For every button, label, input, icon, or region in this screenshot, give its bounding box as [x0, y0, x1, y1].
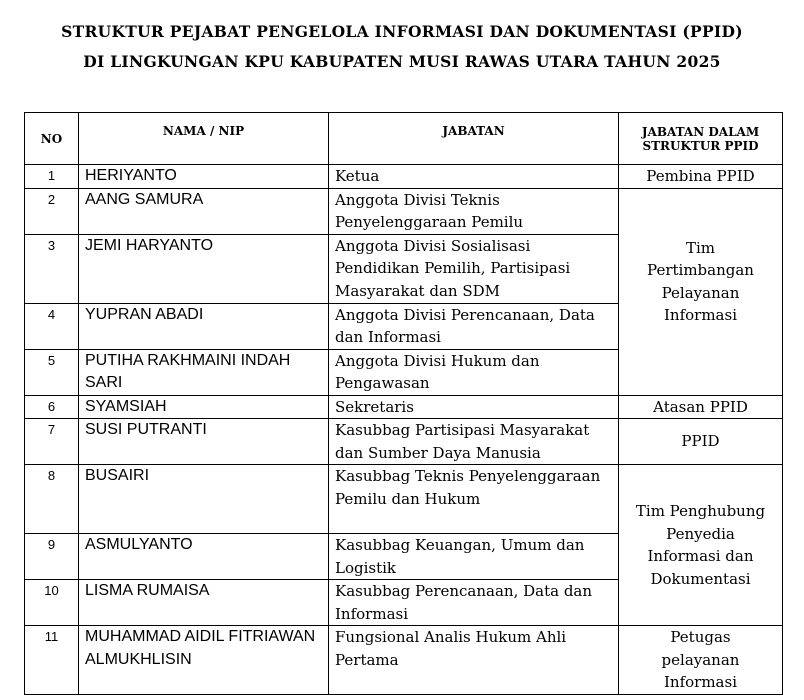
row-no: 10: [25, 580, 79, 626]
row-jabatan: Sekretaris: [329, 395, 619, 419]
struktur-petugas: [619, 626, 783, 695]
row-no: 3: [25, 234, 79, 303]
document-title-line-2: DI LINGKUNGAN KPU KABUPATEN MUSI RAWAS UTARA TAHUN 2025: [83, 52, 721, 71]
row-no: 6: [25, 395, 79, 419]
row-jabatan: Ketua: [329, 165, 619, 189]
table-row: [25, 395, 783, 419]
row-nama: SUSI PUTRANTI: [79, 419, 329, 465]
struktur-tim-pertimbangan: [619, 188, 783, 395]
row-jabatan: Anggota Divisi Hukum dan Pengawasan: [329, 349, 619, 395]
struktur-tim-pertimbangan-line-3: Pelayanan: [661, 283, 740, 302]
struktur-atasan: Atasan PPID: [619, 395, 783, 419]
row-nama: ASMULYANTO: [79, 534, 329, 580]
row-no: 8: [25, 465, 79, 534]
table-row: [25, 626, 783, 695]
row-nama: LISMA RUMAISA: [79, 580, 329, 626]
struktur-tim-pertimbangan-line-4: Informasi: [663, 306, 737, 324]
struktur-petugas-line-1: Petugas: [670, 628, 731, 646]
row-nama: YUPRAN ABADI: [79, 303, 329, 349]
ppid-structure-table: [24, 112, 783, 695]
header-struktur-line-1: JABATAN DALAM: [641, 124, 760, 139]
struktur-tim-pertimbangan-line-2: Pertimbangan: [647, 261, 754, 279]
row-jabatan: Anggota Divisi Sosialisasi Pendidikan Pemilih, Partisipasi Masyarakat dan SDM: [329, 234, 619, 303]
struktur-ppid: PPID: [619, 419, 783, 465]
header-jabatan: JABATAN: [329, 113, 619, 165]
table-header-row: [25, 113, 783, 165]
table-row: [25, 165, 783, 189]
row-jabatan: Anggota Divisi Teknis Penyelenggaraan Pemilu: [329, 188, 619, 234]
row-nama: AANG SAMURA: [79, 188, 329, 234]
row-jabatan: Kasubbag Partisipasi Masyarakat dan Sumber Daya Manusia: [329, 419, 619, 465]
struktur-tim-penghubung: [619, 465, 783, 626]
header-struktur: [619, 113, 783, 165]
row-no: 5: [25, 349, 79, 395]
row-no: 2: [25, 188, 79, 234]
header-struktur-line-2: STRUKTUR PPID: [642, 138, 759, 153]
row-no: 11: [25, 626, 79, 695]
row-nama: HERIYANTO: [79, 165, 329, 189]
struktur-tim-penghubung-line-4: Dokumentasi: [650, 569, 751, 588]
row-no: 7: [25, 419, 79, 465]
row-jabatan: Kasubbag Keuangan, Umum dan Logistik: [329, 534, 619, 580]
table-row: [25, 419, 783, 465]
struktur-tim-penghubung-line-3: Informasi dan: [647, 547, 754, 565]
row-no: 1: [25, 165, 79, 189]
header-nama: NAMA / NIP: [79, 113, 329, 165]
row-no: 9: [25, 534, 79, 580]
row-jabatan: Anggota Divisi Perencanaan, Data dan Informasi: [329, 303, 619, 349]
struktur-tim-penghubung-line-2: Penyedia: [666, 524, 735, 543]
struktur-tim-pertimbangan-line-1: Tim: [685, 238, 716, 257]
row-nama: PUTIHA RAKHMAINI INDAH SARI: [79, 349, 329, 395]
table-row: [25, 465, 783, 534]
row-nama: JEMI HARYANTO: [79, 234, 329, 303]
header-no: NO: [25, 113, 79, 165]
struktur-petugas-line-3: Informasi: [663, 673, 737, 691]
struktur-pembina: Pembina PPID: [619, 165, 783, 189]
row-nama: SYAMSIAH: [79, 395, 329, 419]
row-no: 4: [25, 303, 79, 349]
row-nama: MUHAMMAD AIDIL FITRIAWAN ALMUKHLISIN: [79, 626, 329, 695]
row-nama: BUSAIRI: [79, 465, 329, 534]
struktur-tim-penghubung-line-1: Tim Penghubung: [635, 502, 766, 520]
row-jabatan: Fungsional Analis Hukum Ahli Pertama: [329, 626, 619, 695]
row-jabatan: Kasubbag Teknis Penyelenggaraan Pemilu dan Hukum: [329, 465, 619, 534]
row-jabatan: Kasubbag Perencanaan, Data dan Informasi: [329, 580, 619, 626]
document-title-line-1: STRUKTUR PEJABAT PENGELOLA INFORMASI DAN DOKUMENTASI (PPID): [61, 22, 743, 41]
struktur-petugas-line-2: pelayanan: [661, 650, 740, 669]
table-row: [25, 188, 783, 234]
